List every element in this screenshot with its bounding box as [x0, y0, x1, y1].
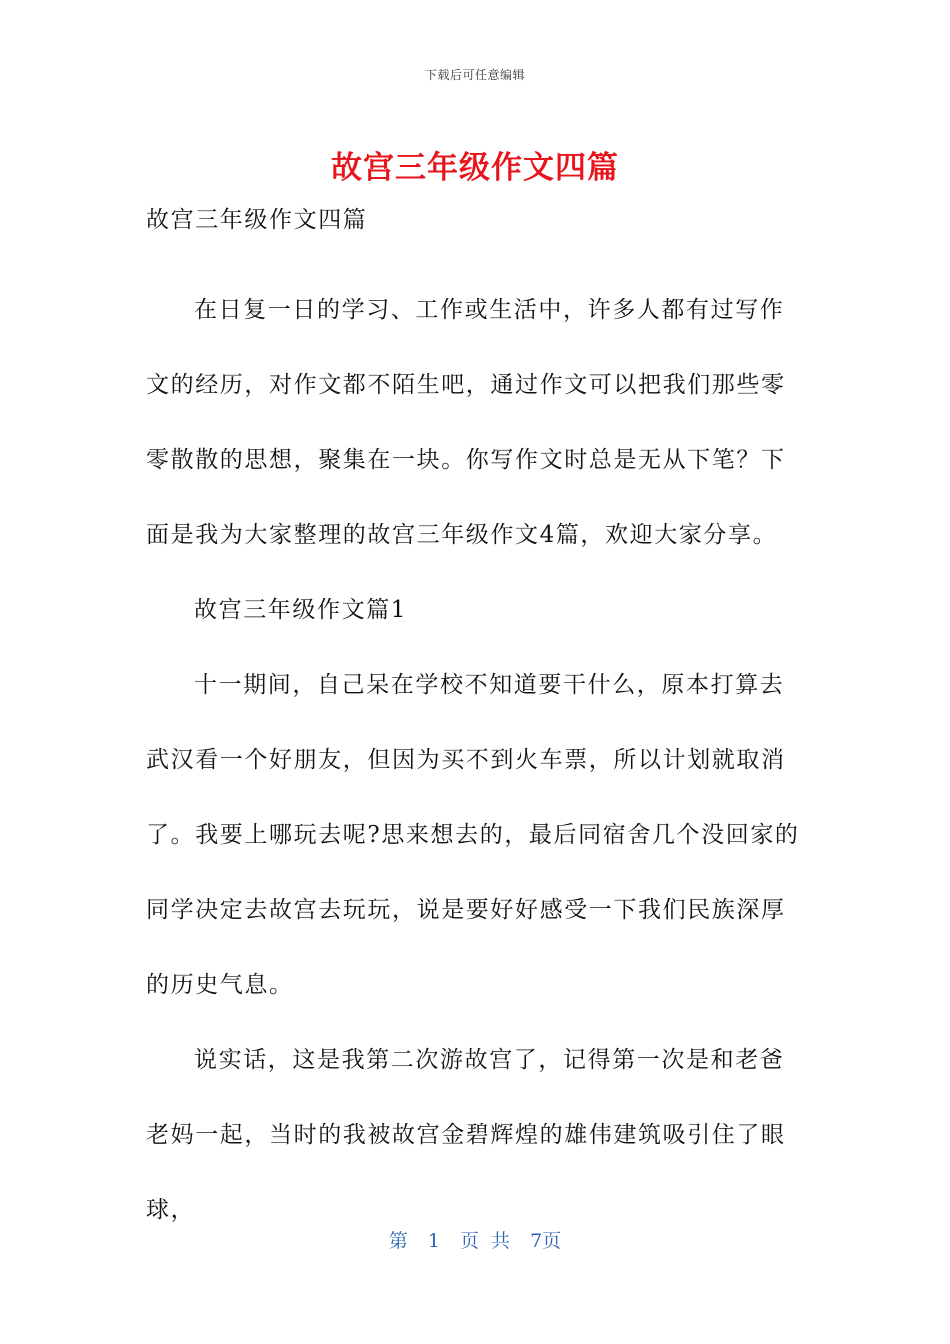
document-subtitle: 故宫三年级作文四篇: [146, 207, 368, 233]
section-heading: 故宫三年级作文篇1: [194, 597, 408, 623]
page-footer: [0, 1226, 950, 1253]
footer-total: 7页: [530, 1230, 562, 1252]
paragraph-body: 十一期间，自己呆在学校不知道要干什么，原本打算去武汉看一个好朋友，但因为买不到火车票，所以计划就取消了。我要上哪玩去呢?思来想去的，最后同宿舍几个没回家的同学决定去故宫去玩玩，说是要好好感受一下我们民族深厚的历史气息。: [146, 672, 800, 998]
document-title: 故宫三年级作文四篇: [331, 150, 619, 186]
header-note: 下载后可任意编辑: [424, 68, 525, 82]
footer-prefix: 第: [388, 1230, 408, 1252]
paragraph-body: 说实话，这是我第二次游故宫了，记得第一次是和老爸老妈一起，当时的我被故宫金碧辉煌的雄伟建筑吸引住了眼球，: [146, 1047, 786, 1223]
footer-mid: 页 共: [460, 1230, 511, 1252]
paragraph-intro: 在日复一日的学习、工作或生活中，许多人都有过写作文的经历，对作文都不陌生吧，通过作文可以把我们那些零零散散的思想，聚集在一块。你写作文时总是无从下笔？下面是我为大家整理的故宫三年级作文4篇，欢迎大家分享。: [146, 297, 786, 548]
footer-page-number: 1: [427, 1230, 440, 1252]
document-body: [146, 200, 806, 1248]
